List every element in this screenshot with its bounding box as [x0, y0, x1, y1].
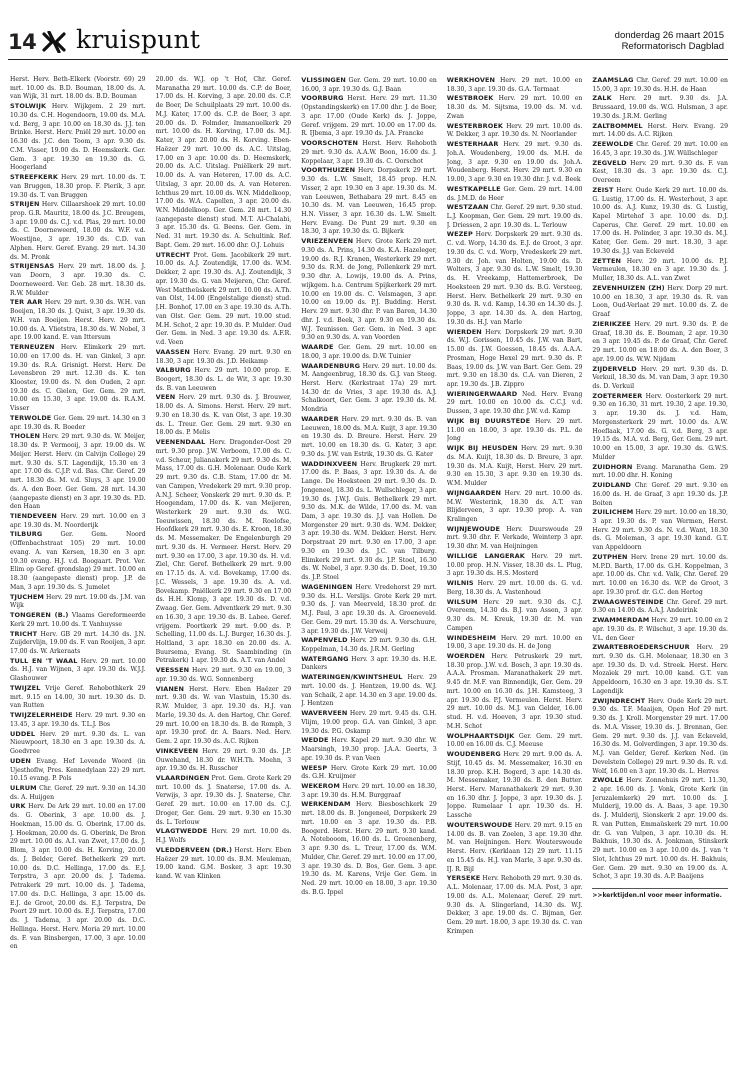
listing-entry: [592, 320, 728, 365]
place-name: VLISSINGEN: [301, 76, 346, 84]
listing-entry: [10, 173, 146, 200]
listing-entry: [447, 552, 583, 579]
place-name: ZWIJNDRECHT: [592, 696, 646, 705]
place-name: ZEIST: [592, 185, 614, 194]
place-name: WILSUM: [446, 597, 478, 606]
service-times: Herv. 29 mrt. 10.00 en 18.30 ds. M. Sijtsma, 19.00 ds. M. v.d. Zwan: [446, 95, 583, 120]
listing-entry: [447, 525, 583, 552]
place-name: VOORSCHOTEN: [301, 139, 358, 148]
place-name: STOLWIJK: [10, 102, 47, 111]
service-times: Herv. 29 mrt. 9.30 ds. D. Verkuil, 18.30 ds. M. van Dam, 3 apr. 19.30 ds. D. Verkuil: [592, 365, 728, 390]
listing-entry: [447, 598, 583, 634]
listing-entry: [10, 262, 146, 298]
listing-entry: [447, 390, 583, 417]
service-times: Herv. 29 mrt. 9.30 ds. W. Meijer, 18.30 ds. P. Vermooij, 3 apr. 19.00 ds. W. Meijer. Herst. Herv. (in Calvijn College) 29 mrt. 9.30 ds. S.T. Lagendijk, 15.30 en 3 apr. 17.00 ds. C.J.P. v.d. Bas. Chr. Geref. 29 mrt. 18.30 ds. M. v.d. Sluys, 3 apr. 19.00 ds. A. den Boer. Ger. Gem. 28 mrt. 14.30 (aangepaste dienst) en 3 apr. 19.30 ds. P.D. den Haan: [10, 433, 146, 511]
service-times: Herv. 29 mrt. 10.00 en 2 apr. 19.30 ds. P. Wilschut, 3 apr. 19.30 ds. V.L. den Geer: [592, 617, 728, 642]
service-times: Herv. 29 mrt. 10.00 ds. H.J. van Wijnen, 3 apr. 19.30 ds. W.J.J. Glashouwer: [10, 657, 146, 683]
service-times: Herv. Grote Kerk 29 mrt. 9.30 ds. A. Prins, 14.30 ds. K.A. Hazeleger, 19.00 ds. R.J. Kranen, Westerkerk 29 mrt. 9.30 ds. R.M. de Jong, Pollenkerk 29 mrt. 9.30 dhr. A. Lowijs, 19.00 ds. A. Prins, wijkgem. h.a. Centrum Spijkerkerk 29 mrt. 10.00 en 19.00 ds. C. Velsmagen, 3 apr. 10.00 en 19.00 ds. P.J. Budding. Herst. Herv. 29 mrt. 9.30 dhr. P. van Baren, 14.30 dhr. J. v.d. Beek, 3 apr. 9.30 en 19.30 ds. W.J. Teunissen. Ger. Gem. in Ned. 3 apr. 9.30 en 9.30 ds. A. van Voorden: [301, 238, 437, 342]
listing-entry: [592, 643, 728, 696]
place-name: WAVERVEEN: [301, 709, 348, 718]
listing-entry: [156, 393, 292, 438]
listing-entry: [10, 530, 146, 592]
place-name: WIJK BIJ DUURSTEDE: [446, 416, 531, 425]
place-name: VAASSEN: [155, 347, 190, 356]
place-name: WILNIS: [446, 579, 474, 588]
place-name: TERNEUZEN: [10, 343, 55, 352]
service-times: Herv. 29 mrt. 9.30 ds. W.H. van Boeijen, 18.30 ds. J. Quist, 3 apr. 19.30 ds. W.H. van Boeijen. Herst. Herv. 29 mrt. 10.00 ds. A. Vlietstra, 18.30 ds. W. Nobel, 3 apr. 19.00 kand. E. van Ittersum: [10, 299, 146, 342]
place-name: VINKEVEEN: [155, 746, 199, 755]
listing-entry: [10, 802, 146, 951]
listing-entry: [592, 463, 728, 481]
listing-entry: [10, 784, 146, 802]
listing-entry: [447, 94, 583, 121]
service-times: Herv. 3 apr. 19.30 ds. H.E. Dankers: [301, 655, 437, 672]
listing-entry: [156, 438, 292, 666]
listing-entry: [301, 415, 437, 460]
service-times: Herv. Kapel 29 mrt. 9.30 dhr. W. Maarsingh, 19.30 prop. J.A.A. Geerts, 3 apr. 19.30 ds. P. van Veen: [301, 737, 437, 762]
listing-entry: [301, 764, 437, 782]
listing-entry: [10, 76, 146, 102]
listing-entry: [10, 657, 146, 684]
listing-entry: [447, 579, 583, 597]
listing-entry: [592, 776, 728, 882]
listing-entry: [592, 122, 728, 140]
service-times: Herv. Oosterkerk 29 mrt. 9.30 en 16.30, 31 mrt. 19.30, 2 apr. 19.30, 3 apr. 19.30 ds. J. v.d. Ham, Morgensterkerk 29 mrt. 10.00 ds. A.W. Hoeflaak, 17.00 ds. G. v.d. Berg, 3 apr. 19.15 ds. M.A. v.d. Berg, Ger. Gem. 29 mrt. 10.00 en 15.00, 3 apr. 19.30 ds. G.W.S. Mulder: [592, 392, 728, 461]
place-name: ZETTEN: [592, 256, 622, 265]
listing-entry: [10, 593, 146, 611]
service-times: Herst. Herv. Eben Haëzer 29 mrt. 10.00 ds. B.M. Meuleman, 19.00 kand. G.M. Bosker, 3 apr. 19.30 kand. W. van Klinken: [155, 846, 292, 881]
more-info-link[interactable]: >>kerktijden.nl voor meer informatie.: [592, 888, 728, 901]
service-times: Evang. Maranatha Gem. 29 mrt. 10.00 dhr. H. Koning: [592, 463, 728, 480]
place-name: WERKENDAM: [301, 800, 351, 809]
service-times: Herv. 29 mrt. 9.45 ds. G.H. Vlijm, 19.00 prop. G.A. van Ginkel, 3 apr. 19.30 ds. P.G. Oskamp: [301, 710, 437, 735]
place-name: WAPENVELD: [301, 636, 348, 645]
listing-entry: [301, 76, 437, 94]
service-times: Ger. Gem. 29 mrt. 14.00 ds. J.M.D. de Heer: [446, 185, 583, 202]
place-name: VEEN: [155, 393, 176, 402]
page-number: 14: [8, 30, 37, 54]
place-name: WIJNGAARDEN: [446, 488, 502, 497]
listing-column-5: [592, 76, 728, 1056]
place-name: WIERDEN: [446, 327, 482, 336]
listing-entry: [156, 251, 292, 348]
listing-entry: [10, 102, 146, 173]
place-name: ZOETERMEER: [592, 391, 643, 400]
service-times: Herst. Herv. Beth-Elkerk (Voorstr. 69) 29 mrt. 10.00 ds. B.D. Bouman, 18.00 ds. A. van Wijk, 31 mrt. 18.00 ds. B.D. Bouman: [10, 76, 146, 101]
service-times: Herv. Dorpskerk 29 mrt. 9.30 ds. L.W. Smelt, 18.45 prop. H.N. Visser, 2 apr. 19.30 en 3 apr. 19.30 ds. M. van Leeuwen, Bethabara 29 mrt. 8.45 en 10.30 ds. M. van Leeuwen, 16.45 prop. H.N. Visser, 3 apr. 16.30 ds. L.W. Smelt. Herv. Evang. De Punt 29 mrt. 9.30 en 18.30, 3 apr. 19.30 ds. G. Bijkerk: [301, 167, 437, 236]
service-times: Herv. Dragonder-Oost 29 mrt. 9.30 prop. J.W. Verboom, 17.00 ds. C. v.d. Scheur, Julianakerk 29 mrt. 9.30 ds. M. Mass, 17.00 ds. G.H. Molenaar. Oude Kerk 29 mrt. 9.30 ds. C.B. Stam, 17.00 dr. M. van Campen, Vredekerk 29 mrt. 9.30 prop. A.N.J. Scheer, Vonskerk 29 mrt. 9.30 ds. P. Hoogendam, 17.00 ds. K. van Meijeren, Westerkerk 29 mrt. 9.30 ds. W.G. Teeuwissen, 18.30 ds. M. Roelofse, Hoofdkerk 29 mrt. 9.30 ds. E. Kroon, 18.30 ds. M. Messemaker. De Engelenburgh 29 mrt. 9.30 ds. H. Vermeer. Herst. Herv. 29 mrt. 9.30 en 17.00, 3 apr. 19.30 ds. H. v.d. Ziel, Chr. Geref. Bethelkerk 29 mrt. 9.00 en 17.15 ds. A. v.d. Bovekamp, 17.00 ds. J.C. Wessels, 3 apr. 19.30 ds. A. v.d. Bovekamp. Pniëlkerk 29 mrt. 9.30 en 17.00 ds. H.H. Klomp, 3 apr. 19.30 ds. D. v.d. Zwaag. Ger. Gem. Adventkerk 29 mrt. 9.30 en 16.30, 3 apr. 19.30 ds. B. Labee. Geref. vrijgem. Poortkerk 29 mrt. 9.00 ds. P. Schelling, 11.00 ds. L.J. Burger, 16.30 ds. J. Holtland, 3 apr. 18.30 en 20.00 ds. A. Buursema, Evang. St. Saambinding (in Petrakerk) 1 apr. 19.30 ds. A.T. van Andel: [155, 439, 292, 665]
service-times: Herv. 29 mrt. 9.30 en 13.45, 3 apr. 19.30 ds. T.L.J. Bos: [10, 712, 146, 728]
place-name: TRICHT: [10, 629, 38, 638]
place-name: STRIJENSAS: [10, 262, 55, 271]
place-name: WESTZAAN: [446, 203, 489, 212]
listing-entry: [592, 481, 728, 508]
listing-entry: [447, 140, 583, 185]
service-times: Herv. 29 mrt. 9.30 ds. G.H. Molenaar, 18.30 en 3 apr. 19.30 ds. D. v.d. Streek. Herst. Herv. Mozaïek 29 mrt. 10.00 kand. G.T. van Appeldoorn, 16.30 en 3 apr. 19.30 ds. S.T. Lagendijk: [592, 644, 728, 695]
service-times: Ger. Gem. Noord (Offenbachstraat 105) 29 mrt. 10.00 evang. A. van Kersen, 18.30 en 3 apr. 19.30 evang. H.J. v.d. Boogaart. Prot. Ver. Elim op Geref. grondslag) 29 mrt. 10.00 en 18.30 (aangepaste dienst) prop. J.P. de Man, 3 apr. 19.30 ds. S. Jumelet: [10, 531, 146, 591]
service-times: Herst. Herv. Rehoboth 29 mrt. 9.30 ds. A.A.W. Boon, 16.00 ds. J. Koppelaar, 3 apr. 19.30 ds. C. Oorschot: [301, 140, 437, 165]
listing-entry: [156, 846, 292, 882]
listing-entry: [447, 230, 583, 327]
listing-entry: [447, 750, 583, 821]
place-name: TWIJZEL: [10, 683, 41, 692]
place-name: URK: [10, 802, 26, 811]
place-name: ZEVENHUIZEN (ZH): [592, 283, 665, 292]
place-name: WEZEP: [446, 230, 473, 239]
listing-entry: [10, 757, 146, 784]
place-name: ULRUM: [10, 784, 37, 793]
place-name: WATERINGEN/KWINTSHEUL: [301, 673, 403, 682]
service-times: Ger. Gem. 29 mrt. 14.30 en 3 apr. 19.30 ds. R. Boeder: [10, 414, 146, 431]
service-times: Herv. 29 mrt. 9.30 ds. C.J. Overeem, 14.30 ds. B.J. van Assen, 3 apr. 9.30 ds. M. Kreuk, 19.30 dr. M. van Campen: [446, 598, 583, 632]
listing-entry: [10, 298, 146, 343]
place-name: WESTERHAAR: [446, 140, 499, 149]
service-times: Ger. Gem. 29 mrt. 10.00 en 18.00, 3 apr. 19.00 ds. D.W. Tuinier: [301, 344, 437, 360]
place-name: WESTKAPELLE: [446, 184, 501, 193]
listing-entry: [592, 553, 728, 598]
service-times: Ger. Gem. 29 mrt. 10.00 en 16.00 ds. C.J. Meeuse: [446, 732, 583, 749]
listing-entry: [447, 821, 583, 874]
place-name: ZUIDHORN: [592, 462, 633, 471]
place-name: WIERINGERWAARD: [446, 389, 518, 398]
place-name: WOERDEN: [446, 652, 485, 660]
listing-entry: [10, 730, 146, 757]
service-times: Herv. 29 mrt. 10.00 prop. E. Boogert, 18.30 ds. L. de Wit, 3 apr. 19.30 ds. B. van Leeuwen: [155, 367, 292, 392]
service-times: Chr. Geref. 29 mrt. 9.30 en 14.30 ds. A. Huijgen: [10, 785, 146, 801]
place-name: ZWAAGWESTEINDE: [592, 597, 664, 606]
listing-entry: [10, 512, 146, 530]
place-name: WAGENINGEN: [301, 582, 353, 591]
listing-entry: [10, 630, 146, 657]
service-times: Herv. 29 mrt. 10.00 ds. P.J. Vermeulen, 18.30 en 3 apr. 19.30 ds. J. Muller, 18.30 ds. A.L. van Zwet: [592, 257, 728, 283]
place-name: ZAAMSLAG: [592, 76, 634, 84]
service-times: Herv. 29 mrt. 9.30 ds. J.A. Brussaard, 19.00 ds. W.G. Hulsman, 3 apr. 19.30 ds. J.R.M. Gerling: [592, 95, 728, 120]
place-name: ZIERIKZEE: [592, 319, 631, 328]
place-name: WOLPHAARTSDIJK: [446, 731, 515, 740]
service-times: Herv. Rehoboth 29 mrt. 9.30 ds. A.L. Molenaar, 17.00 ds. M.A. Post, 3 apr. 19.00 ds. A.L. Molenaar, Geref. 29 mrt. 9.30 ds. A. Slingerland, 14.30 ds. W.J. Dekker, 3 apr. 19.00 ds. C. Bijman, Ger. Gem. 29 mrt. 18.00, 3 apr. 19.30 ds. C. van Krimpen: [446, 875, 583, 935]
issue-info: [615, 30, 724, 52]
place-name: ZWAMMERDAM: [592, 616, 650, 625]
service-times: Herv. Biesboschkerk 29 mrt. 18.00 ds. B. Jongeneel, Dorpskerk 29 mrt. 10.00 en 3 apr. 19.30 ds. P.B. Boogerd. Herst. Herv. 29 mrt. 9.30 kand. A. Notebooom, 16.00 ds. L. Groenenberg, 3 apr. 9.30 ds. L. Treur, 17.00 ds. W.M. Mulder, Chr. Geref. 29 mrt. 10.00 en 17.00, 3 apr. 19.30 ds. D. Bos, Ger. Gem. 3 apr. 19.30 ds. M. Karens, Vrije Ger. Gem. in Ned. 29 mrt. 10.00 en 18.00, 3 apr. 19.30 ds. B.G. Ippel: [301, 801, 437, 896]
service-times: Chr. Geref. 29 mrt. 9.30 stud. L.J. Koopman, Ger. Gem. 29 mrt. 19.00 ds. J. Driessen, 2 apr. 19.30 ds. L. Terlouw: [446, 204, 583, 229]
place-name: WINDESHEIM: [446, 633, 497, 642]
place-name: TJUCHEM: [10, 592, 44, 601]
place-name: WEESP: [301, 763, 328, 772]
place-name: TIENDEVEEN: [10, 511, 57, 520]
service-times: Herv. 29 mrt. 9.00 ds. A. Stijf, 10.45 ds. M. Messemaker, 16.30 en 18.30 prop. K.H. Bogerd, 3 apr. 14.30 ds. M. Messemaker, 19.30 ds. B. den Butter. Herst. Herv. Maranathakerk 29 mrt. 9.30 en 16.30 dhr. J. Joppe, 3 apr. 19.30 ds. J. Joppe. Rumelaar 1 apr. 19.30 ds. H. Lassche: [446, 751, 583, 820]
listing-entry: [301, 709, 437, 736]
listing-entry: [592, 94, 728, 121]
listing-entry: [447, 489, 583, 525]
service-times: Herv. 29 mrt. 9.30 ds. Joh.A. Woudenberg, 19.00 ds. M.H. de Jong, 3 apr. 9.30 en 19.00 ds. Joh.A. Woudenberg. Herst. Herv. 29 mrt. 9.30 en 19.00, 3 apr. 9.30 en 19.30 dhr. J. v.d. Beek: [446, 141, 583, 184]
service-times: Herv. 29 mrt. 10.00 ds. M.W. Westerink, 18.30 ds. A.T. van Blijderveen, 3 apr. 19.30 prop. A. van Kralingen: [446, 489, 583, 523]
listing-entry: [447, 328, 583, 390]
listing-entry: [156, 685, 292, 747]
listing-entry: [156, 366, 292, 393]
listing-entry: [592, 508, 728, 553]
service-times: Herv. 29 mrt. 9.30 ds. F. van Kest, 18.30 ds. 3 apr. 19.30 ds. C.J. Overeem: [592, 159, 728, 185]
place-name: VLAARDINGEN: [155, 774, 210, 783]
listing-entry: [447, 203, 583, 230]
listing-entry: [156, 747, 292, 774]
place-name: VEESSEN: [155, 666, 190, 675]
service-times: Herv. Dorpskerk 29 mrt. 9.30 ds. W.J. Gorissen, 10.45 ds. J.W. van Bart, 15.00 ds. J.W. Goessen, 18.45 ds. A.A.A. Prosman, Hoge Hexel 29 mrt. 9.30 ds. P. Baas, 19.00 ds. J.W. van Bart. Ger. Gem. 29 mrt. 9.30 en 18.30 ds. C.A. van Dieren, 2 apr. 19.30 ds. J.B. Zippro: [446, 328, 583, 388]
listing-entry: [301, 166, 437, 237]
place-name: ZALK: [592, 94, 612, 103]
listing-entry: [447, 732, 583, 750]
service-times: Herv. Wijkgem. 2 29 mrt. 10.30 ds. C.H. Hogendoorn, 19.00 ds. M.A. v.d. Berg, 3 apr. 10.00 en 18.30 ds. J.J. ten Brinke. Herst. Herv. Pniël 29 mrt. 10.00 en 16.30 ds. J.C. den Toom, 3 apr. 9.30 ds. C.M. Visser, 19.00 ds. D. Heemskerk. Ger. Gem. 3 apr. 19.30 en 19.30 ds. G. Hoogerland: [10, 103, 146, 172]
place-name: TERWOLDE: [10, 413, 52, 422]
place-name: ZEEWOLDE: [592, 140, 634, 149]
service-times: Herv. Dorpskerk 29 mrt. 9.30 ds. C. v.d. Worp, 14.30 ds. E.J. de Groot, 3 apr. 19.30 ds. C. v.d. Worp, Vredeskerk 29 mrt. 9.30 dr. Joh. van Holten, 19.00 ds. D. Wolters, 3 apr. 9.30 ds. L.W. Smelt, 19.30 ds. H. Vreekamp, Hattemerbroek, De Hoeksteen 29 mrt. 9.30 ds. B.G. Versteeg, Herst. Herv. Bethelkerk 29 mrt. 9.30 en 9.30 ds. R. v.d. Kamp, 14.30 en 14.30 ds. J. Joppe, 3 apr. 14.30 ds. A. den Hartog, 19.30 ds. H.J. van Marle: [446, 231, 583, 326]
service-times: Herv. GB 29 mrt. 14.30 ds. J.N. Zuijdervlijn, 19.00 ds. F. van Rooijen, 3 apr. 17.00 ds. W. Arkeraats: [10, 630, 146, 655]
listing-entry: [301, 583, 437, 636]
place-name: WEDDE: [301, 736, 329, 745]
listing-column-2: [156, 76, 292, 1056]
service-times: Herv. Dorp 29 mrt. 10.00 en 18.30, 3 apr. 19.30 ds. R. van Loon, Oud-Verlaat 29 mrt. 10.00 ds. Z. de Graaf: [592, 284, 728, 319]
service-times: Herv. 29 mrt. 10.00 en 18.30, 3 apr. 19.30 ds. H.M. Burggraaf: [301, 783, 437, 799]
listing-entry: [301, 94, 437, 139]
place-name: WATERGANG: [301, 654, 349, 663]
listing-entry: [10, 611, 146, 629]
service-times: 20.00 ds. W.J. op 't Hof, Chr. Geref. Maranatha 29 mrt. 10.00 ds. C.P. de Boer, 17.00 ds. H. Korving, 3 apr. 20.00 ds. C.P. de Boer, De Schuilplaats 29 mrt. 10.00 ds. M.J. Kater, 17.00 ds. C.P. de Boer, 3 apr. 20.00 ds. D. Folmder, Immanuelkerk 29 mrt. 10.00 ds. H. Korving, 17.00 ds. M.J. Kater, 3 apr. 20.00 ds. H. Korving. Eben-Haëzer 29 mrt. 10.00 ds. A.C. Uitslag, 17.00 en 3 apr. 10.00 ds. D. Heemskerk, 20.00 ds. A.C. Uitslag. Pniëlkerk 29 mrt. 10.00 ds. A. van Heteren, 17.00 ds. A.C. Uitslag, 3 apr. 20.00 ds. A. van Heteren. Ichthus 29 mrt. 10.00 ds. W.N. Middelkoop, 17.00 ds. W.A. Capellen, 3 apr. 20.00 ds. W.N. Middelkoop. Ger. Gem. 28 mrt. 14.30 (aangepaste dienst) stud. M.T. Al-Chalabi, 3 apr. 15.30 ds. G. Beens. Ger. Gem. in Ned. 31 mrt. 19.30 ds. A. Schultink. Ref. Bapt. Gem. 29 mrt. 16.00 dhr. O.J. Lohuis: [155, 76, 292, 249]
service-times: Herv. 29 mrt. 9.30 ds. J.P. Ouwehand, 18.30 dr. W.H.Th. Moehn, 3 apr. 19.30 ds. H. Russcher: [155, 747, 292, 773]
service-times: Ned. Herv. Evang 29 mrt. 10.00 en 10.00 ds. C.C.J. v.d. Dussen, 3 apr. 19.30 dhr. J.W. v.d. Kamp: [446, 390, 583, 416]
listing-entry: [592, 284, 728, 320]
listing-column-3: [301, 76, 437, 1056]
service-times: Chr. Geref. 29 mrt. 10.00 en 16.45, 3 apr. 19.30 ds. J.W. Wüllschleger: [592, 141, 728, 157]
place-name: ZUIDLAND: [592, 481, 632, 490]
listing-entry: [301, 139, 437, 166]
listing-entry: [447, 444, 583, 489]
service-times: Herst. Herv. 29 mrt. 11.30 (Opstandingskerk) en 17.00 dhr. J. de Boer, 3 apr. 17.00 (Oude Kerk) ds. J. Joppe, Geref. vrijgem. 29 mrt. 10.00 en 17.00 ds. R. IJbema, 3 apr. 19.30 ds. J.A. Francke: [301, 95, 437, 138]
place-name: VRIEZENVEEN: [301, 237, 354, 246]
listing-entry: [10, 414, 146, 432]
listing-entry: [447, 76, 583, 94]
listing-entry: [156, 827, 292, 845]
service-times: Herv. 29 mrt. 9.30 ds. G.H. Koppelman, 14.30 ds. J.R.M. Gerling: [301, 637, 437, 653]
listing-entry: [156, 76, 292, 251]
listing-entry: [592, 159, 728, 186]
service-times: Herv. Cillaarshoek 29 mrt. 10.00 prop. G.R. Mauritz, 18.00 ds. J.C. Breugem, 3 apr. 19.00 ds. C.J. v.d. Plas, 29 mrt. 10.00 ds. C. Doorneweerd, 18.00 ds. W.F. v.d. Woestijne, 3 apr. 19.30 ds. C.D. van Alphen. Herv. Geref. Evang. 29 mrt. 14.30 ds. M. Pronk: [10, 201, 146, 261]
place-name: STRIJEN: [10, 200, 40, 209]
place-name: STREEFKERK: [10, 173, 58, 182]
service-times: Herv. 29 mrt. 10.00 ds. W. Dekker, 3 apr. 19.30 ds. N. Noorlander: [446, 122, 583, 139]
service-times: Herv. 29 mrt. 9.30 ds. J. Brouwer, 18.00 ds. A. Simons. Herst. Herv. 29 mrt. 9.30 en 18.30 ds. K. van Olst, 3 apr. 19.30 ds. L. Treur. Ger. Gem. 29 mrt. 9.30 en 18.00 ds. P. Melis: [155, 394, 292, 437]
page-header: [0, 0, 738, 62]
listing-entry: [301, 782, 437, 800]
listing-entry: [592, 392, 728, 463]
place-name: WESTERBROEK: [446, 121, 504, 130]
listing-entry: [301, 673, 437, 709]
service-times: Herv. 29 mrt. 9.30 ds. M.A. Kuijt, 18.30 ds. D. Breure, 3 apr. 19.30 ds. M.A. Kuijt, Herst. Herv. 29 mrt. 9.30 en 15.30, 3 apr. 9.30 en 19.30 ds. W.M. Mulder: [446, 445, 583, 488]
listing-entry: [301, 736, 437, 763]
service-times: Herv. 29 mrt. 10.00 prop. H.N. Visser, 18.30 ds. L. Plug, 3 apr. 19.30 ds. H.S. Mosterd: [446, 552, 583, 578]
listing-entry: [447, 185, 583, 203]
place-name: THOLEN: [10, 432, 41, 441]
service-times: Herv. 29 mrt. 9.30 en 19.00, 3 apr. 19.30 ds. W.G. Sonnenberg: [155, 667, 292, 683]
church-listings: [10, 76, 728, 1056]
place-name: VLAGTWEDDE: [155, 827, 208, 836]
header-rule: [8, 59, 728, 60]
place-name: WAARDER: [301, 414, 339, 423]
listing-entry: [301, 343, 437, 361]
listing-entry: [447, 634, 583, 652]
service-times: Herv. 29 mrt. 10.00 ds. G. v.d. Berg, 18.30 ds. A. Vastenhoud: [446, 580, 583, 596]
listing-entry: [301, 237, 437, 343]
service-times: Herv. 29 mrt. 10.00 en 18.30, 3 apr. 19.30 ds. P. van Wermen, Herst. Herv. 29 mrt. 9.30 ds. N. v.d. Want, 18.30 ds. G. Moleman, 3 apr. 19.30 kand. G.T. van Appeldoorn: [592, 509, 728, 552]
service-times: Chr. Geref. 29 mrt. 10.00 en 15.00, 3 apr. 19.30 ds. H.H. de Haan: [592, 77, 728, 93]
place-name: ZALTBOMMEL: [592, 121, 643, 130]
listing-entry: [447, 122, 583, 140]
place-name: TER AAR: [10, 298, 43, 307]
service-times: Herv. Zonnehuis 29 mrt. 11.30, 2 apr. 16.00 ds. J. Vonk, Grote Kerk (in Jeruzalemkerk) 29 mrt. 10.00 ds. J. Mulderij, 19.00 ds. A. Baas, 3 apr. 19.30 ds. J. Mulderij, Sionskerk 2 apr. 19.00 ds. R. van Putten, Emmaüskerk 29 mrt. 10.00 dr. G. van Vulpen, 3 apr. 10.30 ds. H. Bakhuis, 19.30 ds. A. Jonkman, Stinskerk 29 mrt. 10.00 en 3 apr. 10.00 ds. J. van 't Slot, Ichthus 29 mrt. 10.00 ds. H. Bakhuis, Ger. Gem. 29 mrt. 9.30 en 19.00 ds. A. Schot, 3 apr. 19.30 ds. A.P. Baaijens: [592, 777, 728, 881]
service-times: Chr. Geref. 29 mrt. 9.30 en 16.00 ds. H. de Graaf, 3 apr. 19.30 ds. J.P. Boiten: [592, 482, 728, 507]
listing-entry: [156, 774, 292, 827]
place-name: ZUTPHEN: [592, 552, 628, 561]
service-times: Herv. De Ark 29 mrt. 10.00 en 17.00 ds. G. Oberink, 3 apr. 10.00 ds. J. Hoekman, 15.00 ds. G. Oberink, 17.00 ds. J. Hoekman, 20.00 ds. G. Oberink, De Bron 29 mrt. 10.00 ds. A.I. van Zwet, 17.00 ds. J. Blom, 3 apr. 10.00 ds. H. Korving, 20.00 ds. J. Belder, Geref. Bethelkerk 29 mrt. 10.00 ds. D.C. Hellinga, 17.00 ds. E.J. Terpstra, 3 apr. 20.00 ds. J. Tadema. Petrakerk 29 mrt. 10.00 ds. J. Tadema, 17.00 ds. D.C. Hellinga, 3 apr. 15.00 ds. E.J. de Groot, 20.00 ds. E.J. Terpstra, De Poort 29 mrt. 10.00 ds. E.J. Terpstra, 17.00 ds. J. Tadema, 3 apr. 20.00 ds. D.C. Hellinga. Herst. Herv. Moria 29 mrt. 10.00 ds. F. van Binsbergen, 17.00, 3 apr. 10.00 en: [10, 803, 146, 951]
place-name: UDDEL: [10, 729, 36, 738]
service-times: Herv. 29 mrt. 11.00 en 18.00, 3 apr. 19.30 ds. P.L. de Jong: [446, 417, 583, 443]
service-times: Herv. 29 mrt. 9.30 ds. B. van Leeuwen, 18.00 ds. M.A. Kuijt, 3 apr. 19.30 en 19.30 ds. D. Breure. Herst. Herv. 29 mrt. 10.00 en 18.30 ds. G. Kater, 3 apr. 9.30 ds. J.W. van Estrik, 19.30 ds. G. Kater: [301, 415, 437, 458]
service-times: Chr. Geref. 29 mrt. 9.30 en 14.00 ds. A.A.J. Andeirink: [592, 598, 728, 615]
place-name: VLEDDERVEEN (DR.): [155, 845, 233, 854]
place-name: UDEN: [10, 756, 31, 765]
place-name: WAARDENBURG: [301, 361, 361, 370]
service-times: Vlaams Gereformeerde Kerk 29 mrt. 10.00 ds. T. Vanhuysse: [10, 612, 146, 628]
listing-entry: [301, 636, 437, 654]
listing-entry: [10, 711, 146, 729]
listing-entry: [10, 432, 146, 512]
listing-entry: [592, 76, 728, 94]
service-times: Herv. 29 mrt. 9.15 en 14.00 ds. B. van Zoelen, 3 apr. 19.30 dhr. M. van Heijningen. Herv. Wouterswoude Herst. Herv. (Kerklaan 12) 29 mrt. 11.15 en 15.45 ds. H.J. van Marle, 3 apr. 9.30 ds. IJ. R. Bijl: [446, 821, 583, 873]
service-times: Herv. 29 mrt. 10.00 ds. T. van Bruggen, 18.30 prop. F. Pierik, 3 apr. 19.30 ds. T. van Bruggen: [10, 174, 146, 199]
service-times: Herst. Herv. Eben Haëzer 29 mrt. 9.30 ds. W. van Vlastuin, 15.30 ds. R.W. Mulder, 3 apr. 19.30 ds. H.J. van Marle, 19.30 ds. A. den Hartog, Chr. Geref. 29 mrt. 10.00 en 18.30 ds. B. de Romph, 3 apr. 19.30 prof. dr. A. Baars. Ned. Herv. Gem. 2 apr. 19.30 ds. A.C. Rijken: [155, 685, 292, 746]
service-times: Herv. 29 mrt. 10.00 en 3 apr. 19.30 ds. M. Noorderijk: [10, 512, 146, 529]
service-times: Herv. Brugkerk 29 mrt. 17.00 ds. P. Baas, 3 apr. 19.30 ds. A. de Lange. De Hoeksteen 29 mrt. 9.30 ds. D. Jongeneel, 18.30 ds. L. Wullschleger, 3 apr. 19.30 ds. J.W.J. Guis. Bethelkerk 29 mrt. 9.30 ds. M.K. de Wilde, 17.00 ds. M. van Dam, 3 apr. 19.30 ds. J.J. van Hollen. De Morgenster 29 mrt. 9.30 ds. W.M. Dekker, 3 apr. 19.30 ds. W.M. Dekker. Herst. Herv. Dorpstraat 29 mrt. 9.30 en 17.00, 3 apr. 9.30 en 19.30 ds. J.C. van Tilburg. Elimkerk 29 mrt. 9.30 ds. J.P. Stoel, 16.30 ds. W. Nobel, 3 apr. 9.30 ds. D. Doet, 19.30 ds. J.P. Stoel: [301, 460, 437, 582]
service-times: Herv. 29 mrt. 9.30 ds. P. de Graaf, 18.30 ds. E. Bouman, 2 apr. 19.30 en 3 apr. 19.45 ds. P. de Graaf, Chr. Geref. 29 mrt. 10.00 en 18.00 ds. A. den Boer, 3 apr. 19.00 ds. W.W. Nijdam: [592, 320, 728, 363]
listing-entry: [156, 666, 292, 684]
place-name: WERKHOVEN: [446, 76, 496, 84]
service-times: Herv. Oude Kerk 29 mrt. 9.30 ds. T.F. Maaijen, Open Hof 29 mrt. 9.30 ds. J. Kroll. Morgenster 29 mrt. 17.00 ds. M.A. Visser, 19.30 ds. J. Brennan, Ger. Gem. 29 mrt. 9.30 ds. J.J. van Eckeveld, 16.30 ds. M. Golverdingen, 3 apr. 19.30 ds. M.J. van Gelder, Geref. Kerken Ned. (in Develstein College) 29 mrt. 9.30 ds. R. v.d. Wolf, 16.00 en 3 apr. 19.30 ds. L. Herres: [592, 697, 728, 775]
place-name: ZUILICHEM: [592, 508, 634, 517]
service-times: Herv. 29 mrt. 9.30 ds. L. van Nieuwpoort, 18.30 en 3 apr. 19.30 ds. A. Goedvree: [10, 730, 146, 756]
service-times: Herst. Herv. Evang. 29 mrt. 14.00 ds. A.C. Rijken: [592, 122, 728, 139]
issue-date: donderdag 26 maart 2015: [614, 30, 724, 41]
place-name: WILLIGE LANGERAK: [446, 551, 525, 560]
place-name: WIJNJEWOUDE: [446, 524, 501, 533]
place-name: WADDINXVEEN: [301, 459, 358, 468]
service-times: Herv. Irene 29 mrt. 10.00 ds. M.P.D. Barth, 17.00 ds. G.H. Koppelman, 3 apr. 10.00 ds. Chr. v.d. Valk, Chr. Geref. 29 mrt. 10.00 en 16.30 ds. W.P. de Groot, 3 apr. 19.30 prof. dr. G.C. den Hertog: [592, 553, 728, 596]
place-name: WOUDENBERG: [446, 750, 501, 759]
service-times: Herv. Evang. 29 mrt. 9.30 en 18.30, 3 apr. 19.30 ds. J.D. Heikamp: [155, 348, 292, 365]
listing-entry: [447, 652, 583, 732]
service-times: Vrije Geref. Rehobothkerk 29 mrt. 9.15 en 14.00, 30 mrt. 19.30 ds. D. van Rutten: [10, 684, 146, 710]
listing-entry: [10, 200, 146, 262]
listing-entry: [447, 874, 583, 936]
service-times: Ger. Gem. 29 mrt. 10.00 en 16.00, 3 apr. 19.30 ds. G.J. Baan: [301, 77, 437, 93]
place-name: VOORBURG: [301, 94, 344, 103]
place-name: VIANEN: [155, 684, 184, 693]
place-name: ZWARTEBROEDERSCHUUR: [592, 643, 690, 652]
place-name: UTRECHT: [155, 250, 191, 259]
publication-name: Reformatorisch Dagblad: [621, 41, 724, 52]
service-times: Herv. Elimkerk 29 mrt. 10.00 en 17.00 ds. H. van Ginkel, 3 apr. 19.30 ds. R.A. Grisnigt. Herst. Herv. De Levensbron 29 mrt. 12.30 ds. K. ten Klooster, 19.00 ds. N. den Ouden, 2 apr. 19.30 ds. C. Gielen, Ger. Gem. 29 mrt. 10.00 en 15.30, 3 apr. 19.00 ds. R.A.M. Visser: [10, 344, 146, 413]
listing-entry: [592, 616, 728, 643]
service-times: Evang. Hef Levende Woord (in Ujesthoflw, Pres. Kennedylaan 22) 29 mrt. 10.15 evang. P. Pols: [10, 757, 146, 783]
listing-entry: [447, 417, 583, 444]
section-title: kruispunt: [76, 25, 201, 54]
place-name: VEENENDAAL: [155, 438, 206, 447]
place-name: ZEGVELD: [592, 158, 627, 167]
listing-entry: [592, 257, 728, 284]
service-times: Herv. Oude Kerk 29 mrt. 10.00 ds. G. Lustig, 17.00 ds. H. Westerhout, 3 apr. 10.00 ds. A.J. Kunz, 19.30 ds. G. Lustig, Kapel Mirtehof 3 apr. 10.00 ds. D.J. Caperus, Chr. Geref. 29 mrt. 10.00 en 17.00 ds. H. Polinder, 3 apr. 19.30 ds. M.J. Kater, Ger. Gem. 29 mrt. 18.30, 3 apr. 19.30 ds. J.J. van Eckeveld: [592, 186, 728, 255]
service-times: Herv. Petruskerk 29 mrt. 18.30 prop. J.W. v.d. Bosch, 3 apr. 19.30 ds. A.A.A. Prosman. Maranathakerk 29 mrt. 9.45 dr. M.F. van Binnendijk, Ger. Gem. 29 mrt. 10.00 en 16.30 ds. J.H. Kamsteeg, 3 apr. 19.30 ds. P.J. Vermeulen. Herst. Herv. 29 mrt. 10.00 ds. M.J. van Gelder, 16.00 stud. H. v.d. Hoeven, 3 apr. 19.30 stud. M.H. Schot: [446, 653, 583, 730]
place-name: TILBURG: [10, 530, 43, 539]
listing-entry: [301, 460, 437, 583]
place-name: WEKEROM: [301, 782, 340, 791]
listing-column-4: [447, 76, 583, 1056]
service-times: Herv. Grote Kerk 29 mrt. 10.00 ds. G.H. Kruijmer: [301, 764, 437, 781]
service-times: Prot. Gem. Jacobikerk 29 mrt. 10.00 ds. A.J. Zoutendijk, 17.00 ds. W.M. Dekker, 2 apr. 19.30 ds. A.J. Zoutendijk, 3 apr. 19.30 ds. G. van Meijeren, Chr. Geref. West Mattheüskerk 29 mrt. 10.00 ds. A.Th. van Olst, 14.00 (Engelstalige dienst) stud. J.H. Bonhof, 17.00 en 3 apr. 19.30 ds. A.Th. van Olst. Ger. Gem. 29 mrt. 19.00 stud. M.H. Schot, 2 apr. 19.30 ds. P. Mulder. Oud Ger. Gem. in Ned. 3 apr. 19.30 ds. A.F.R. v.d. Veen: [155, 251, 292, 347]
place-name: TULL EN 'T WAAL: [10, 656, 78, 665]
place-name: WAARDE: [301, 343, 334, 352]
listing-entry: [10, 343, 146, 414]
place-name: WESTBROEK: [446, 94, 494, 103]
listing-entry: [10, 684, 146, 711]
listing-column-1: [10, 76, 146, 1056]
place-name: YERSEKE: [446, 874, 481, 883]
service-times: Herv. Vredehorst 29 mrt. 9.30 ds. H.L. Verslijs. Grote Kerk 29 mrt. 9.30 ds. J. van Meerveld, 18.30 prof. dr. M.J. Paul, 3 apr. 19.30 ds. A. Groeneveld. Ger. Gem. 29 mrt. 15.30 ds. A. Verschuure, 3 apr. 19.30 ds. J.W. Verweij: [301, 583, 437, 635]
place-name: WOUTERSWOUDE: [446, 820, 513, 829]
listing-entry: [592, 186, 728, 257]
listing-entry: [301, 655, 437, 673]
place-name: VOORTHUIZEN: [301, 166, 356, 175]
place-name: TWIJZELERHEIDE: [10, 711, 73, 720]
service-times: Herv. 29 mrt. 10.00 ds. H.J. Wolfs: [155, 828, 292, 845]
service-times: Prot. Gem. Grote Kerk 29 mrt. 10.00 ds. J. Snaterse, 17.00 ds. A. Verwijs, 3 apr. 19.30 ds. J. Snaterse, Chr. Geref. 29 mrt. 10.00 en 17.00 ds. C.J. Droger, Ger. Gem. 29 mrt. 9.30 en 15.30 ds. L. Terlouw: [155, 775, 292, 826]
service-times: Herv. 29 mrt. 10.00 ds. J. Hentzen, 19.00 ds. W.J. van Schaik, 2 apr. 14.30 en 3 apr. 19.00 ds. J. Hentzen: [301, 674, 437, 708]
listing-entry: [592, 697, 728, 777]
place-name: TONGEREN (B.): [10, 611, 69, 620]
place-name: ZIJDERVELD: [592, 364, 637, 373]
listing-entry: [592, 140, 728, 158]
service-times: Herv. 29 mrt. 18.00 ds. J. van Doorn, 3 apr. 19.30 ds. C. Doorneweerd. Ver. Geb. 28 mrt. 18.30 ds. R.W. Mulder: [10, 263, 146, 297]
listing-entry: [156, 348, 292, 366]
listing-entry: [301, 362, 437, 415]
service-times: Herv. 29 mrt. 19.00 ds. J.M. van Wijk: [10, 593, 146, 610]
service-times: Herv. 29 mrt. 10.00 en 18.30, 3 apr. 19.30 ds. G.A. Termaat: [446, 77, 583, 93]
place-name: ZWOLLE: [592, 776, 624, 785]
listing-entry: [592, 598, 728, 616]
listing-entry: [301, 800, 437, 897]
place-name: VALBURG: [155, 366, 191, 375]
service-times: Herv. 29 mrt. 10.00 ds. M. Aangeenbrug, 18.30 ds. G.J. van Steeg. Herst. Herv. (Kerkstraat 17a) 29 mrt. 14.30 dr. de Vries, 3 apr. 19.30 ds. A.J. Schalkoort, Ger. Gem. 3 apr. 19.30 ds. M. Mondria: [301, 362, 437, 414]
service-times: Herv. 29 mrt. 10.00 en 19.00, 3 apr. 19.30 ds. H. de Jong: [446, 634, 583, 651]
service-times: Herv. Duurswoude 29 mrt. 9.30 dhr. F. Verkade, Weinterp 3 apr. 19.30 dhr. M. van Heijningen: [446, 525, 583, 551]
cross-logo-icon: [42, 31, 66, 53]
listing-entry: [592, 365, 728, 392]
place-name: WIJK BIJ HEUSDEN: [446, 444, 518, 453]
